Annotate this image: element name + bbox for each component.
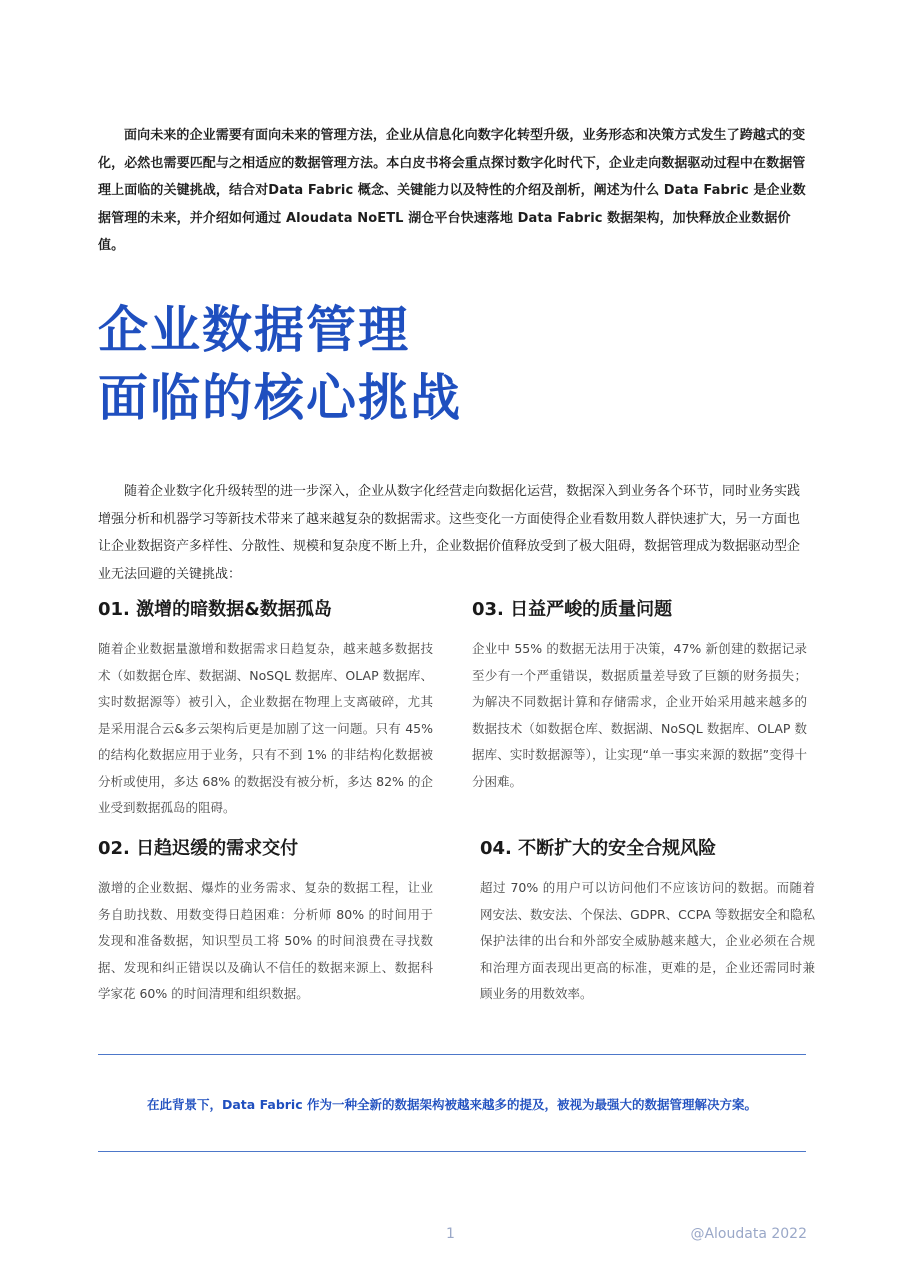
- challenge-card-01: [98, 596, 433, 822]
- challenge-heading: 04. 不断扩大的安全合规风险: [480, 838, 717, 859]
- challenge-card-03: [472, 596, 807, 795]
- section-title-line-1: 企业数据管理: [98, 301, 410, 359]
- challenge-body: 激增的企业数据、爆炸的业务需求、复杂的数据工程，让业务自助找数、用数变得日趋困难：分析师 80% 的时间用于发现和准备数据，知识型员工将 50% 的时间浪费在寻找数据、发现和纠正错误以及确认不信任的数据来源上、数据科学家花 60% 的时间清理和组织数据。: [98, 880, 433, 1001]
- challenge-body: 企业中 55% 的数据无法用于决策，47% 新创建的数据记录至少有一个严重错误，数据质量差导致了巨额的财务损失；为解决不同数据计算和存储需求，企业开始采用越来越多的数据技术（如数据仓库、数据湖、NoSQL 数据库、OLAP 数据库、实时数据源等），让实现“单一事实来源的数据”变得十分困难。: [472, 641, 807, 789]
- divider-bottom: [98, 1151, 806, 1152]
- section-title: [98, 296, 462, 432]
- challenge-body: 超过 70% 的用户可以访问他们不应该访问的数据。而随着网安法、数安法、个保法、GDPR、CCPA 等数据安全和隐私保护法律的出台和外部安全威胁越来越大，企业必须在合规和治理方面表现出更高的标准，更难的是，企业还需同时兼顾业务的用数效率。: [480, 880, 815, 1001]
- challenge-heading: 02. 日趋迟缓的需求交付: [98, 838, 299, 859]
- lead-paragraph: 随着企业数字化升级转型的进一步深入，企业从数字化经营走向数据化运营，数据深入到业务各个环节，同时业务实践增强分析和机器学习等新技术带来了越来越复杂的数据需求。这些变化一方面使得企业看数用数人群快速扩大，另一方面也让企业数据资产多样性、分散性、规模和复杂度不断上升，企业数据价值释放受到了极大阻碍，数据管理成为数据驱动型企业无法回避的关键挑战：: [98, 484, 801, 582]
- challenge-card-04: [480, 835, 815, 1008]
- challenge-card-02: [98, 835, 433, 1008]
- copyright-text: @Aloudata 2022: [690, 1226, 807, 1242]
- challenge-body: 随着企业数据量激增和数据需求日趋复杂，越来越多数据技术（如数据仓库、数据湖、NoSQL 数据库、OLAP 数据库、实时数据源等）被引入，企业数据在物理上支离破碎，尤其是采用混合云&多云架构后更是加剧了这一问题。只有 45% 的结构化数据应用于业务，只有不到 1% 的非结构化数据被分析或使用，多达 68% 的数据没有被分析，多达 82% 的企业受到数据孤岛的阻碍。: [98, 641, 433, 815]
- challenge-heading: 01. 激增的暗数据&数据孤岛: [98, 599, 332, 620]
- section-title-line-2: 面临的核心挑战: [98, 369, 462, 427]
- divider-top: [98, 1054, 806, 1055]
- intro-paragraph: 面向未来的企业需要有面向未来的管理方法，企业从信息化向数字化转型升级，业务形态和决策方式发生了跨越式的变化，必然也需要匹配与之相适应的数据管理方法。本白皮书将会重点探讨数字化时代下，企业走向数据驱动过程中在数据管理上面临的关键挑战，结合对Data Fabric 概念、关键能力以及特性的介绍及剖析，阐述为什么 Data Fabric 是企业数据管理的未来，并介绍如何通过 Aloudata NoETL 湖仓平台快速落地 Data Fabric 数据架构，加快释放企业数据价值。: [98, 128, 806, 253]
- conclusion-text: 在此背景下，Data Fabric 作为一种全新的数据架构被越来越多的提及，被视为最强大的数据管理解决方案。: [147, 1097, 757, 1112]
- challenge-heading: 03. 日益严峻的质量问题: [472, 599, 673, 620]
- page-number: 1: [446, 1226, 455, 1242]
